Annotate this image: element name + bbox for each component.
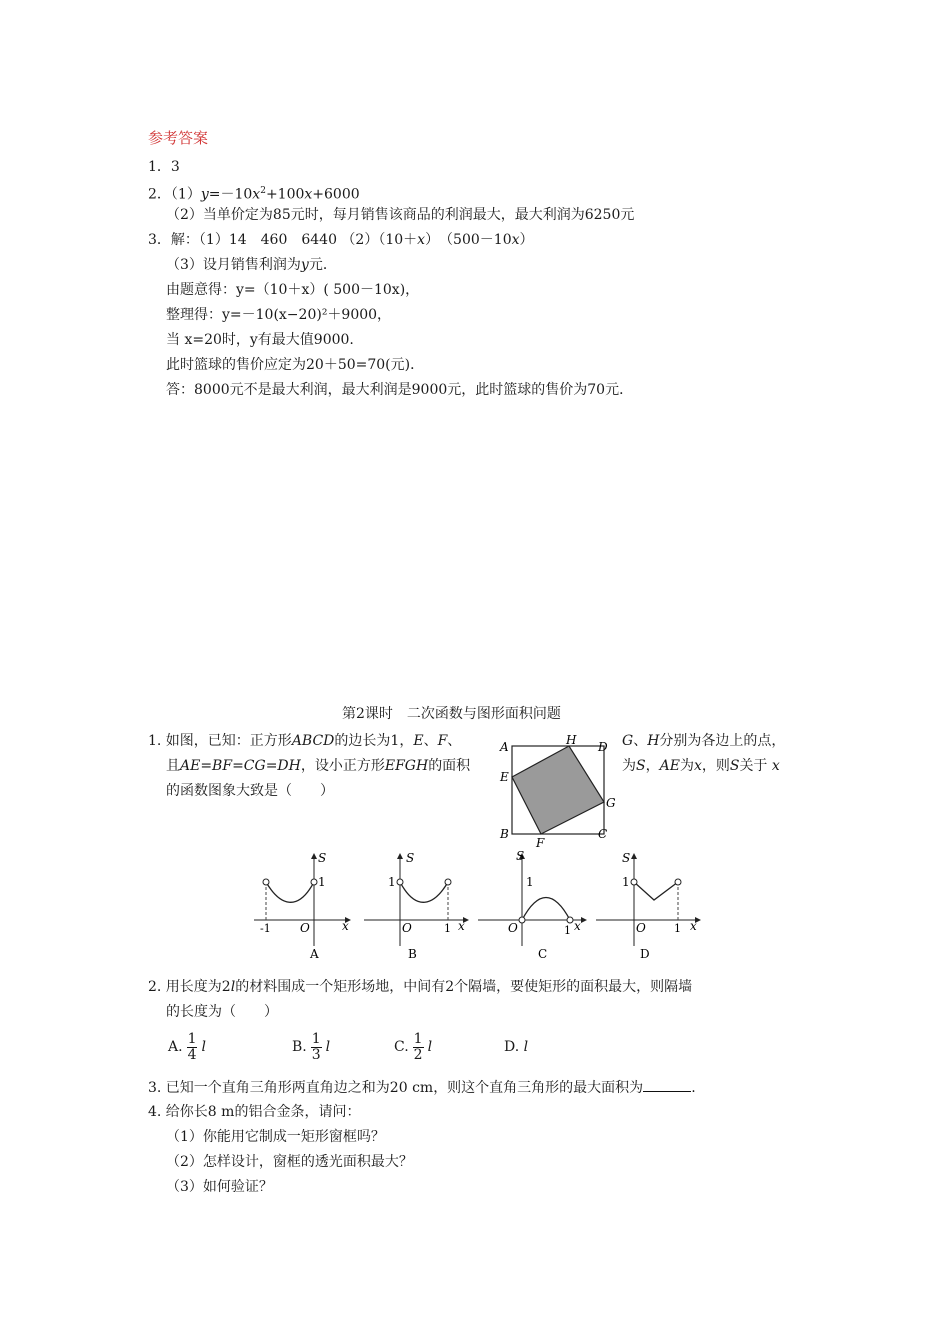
graph-d-label: D (640, 947, 650, 961)
svg-text:1: 1 (444, 922, 451, 935)
svg-text:1: 1 (674, 922, 681, 935)
label-d: D (598, 740, 608, 754)
answer-3-3: 由题意得：y=（10＋x）( 500－10x)， (166, 282, 420, 298)
q1-line-2-right: 为S，AE为x，则S关于 x (622, 758, 780, 774)
label-h: H (566, 733, 577, 747)
label-b: B (500, 827, 509, 841)
svg-text:x: x (458, 919, 465, 933)
label-c: C (598, 827, 608, 841)
svg-text:O: O (300, 921, 310, 935)
q1-line-2: 且AE=BF=CG=DH，设小正方形EFGH的面积 (166, 758, 471, 774)
q1-line-1-right: G、H分别为各边上的点， (622, 733, 786, 749)
answer-3-4: 整理得：y=－10(x−20)²＋9000， (166, 307, 392, 323)
label-f: F (536, 836, 545, 850)
answer-2-1: 2．$(1)y=-10x^2+100x+6000$ (148, 186, 360, 203)
graph-a-label: A (310, 947, 319, 961)
square-figure (496, 732, 622, 850)
answer-2-2: （2）当单价定为85元时，每月销售该商品的利润最大，最大利润为6250元 (166, 207, 635, 223)
graph-a (254, 851, 350, 961)
q3-answer-blank[interactable] (643, 1077, 691, 1092)
graph-b-curve (400, 882, 448, 902)
q4-sub-3: （3）如何验证？ (166, 1179, 273, 1195)
option-d: D. l (504, 1039, 529, 1055)
svg-text:1: 1 (564, 924, 571, 937)
svg-text:-1: -1 (260, 922, 271, 935)
graph-c-label: C (538, 947, 548, 961)
lesson-title: 第2课时 二次函数与图形面积问题 (342, 706, 561, 722)
q2-line-1: 2. 用长度为2l的材料围成一个矩形场地，中间有2个隔墙，要使矩形的面积最大，则隔墙 (148, 979, 693, 995)
svg-text:x: x (690, 919, 697, 933)
q3-line: 3. 已知一个直角三角形两直角边之和为20 cm，则这个直角三角形的最大面积为 . (148, 1077, 696, 1098)
label-g: G (606, 796, 616, 810)
svg-text:1: 1 (526, 875, 534, 889)
graph-options (250, 846, 702, 964)
answer-3-7: 答：8000元不是最大利润，最大利润是9000元，此时篮球的售价为70元． (166, 382, 634, 398)
option-c: C. $\frac{1}{2}$ l (394, 1030, 433, 1063)
label-a: A (500, 740, 509, 754)
graph-b (364, 851, 468, 961)
svg-text:x: x (574, 919, 581, 933)
answer-3-6: 此时篮球的售价应定为20＋50=70(元)． (166, 357, 425, 373)
svg-text:S: S (318, 851, 327, 865)
graph-c (478, 849, 586, 961)
graph-d-curve (634, 882, 678, 900)
q1-line-1: 1. 如图，已知：正方形ABCD的边长为1，E、F、 (148, 733, 462, 749)
graph-c-curve (522, 898, 570, 921)
answer-3-5: 当 x=20时，y有最大值9000. (166, 332, 354, 348)
graph-d (596, 851, 700, 961)
square-efgh (512, 746, 604, 834)
svg-text:S: S (516, 849, 525, 863)
answer-3-2: （3）设月销售利润为y元． (166, 257, 337, 273)
option-b: B. $\frac{1}{3}$ l (292, 1030, 331, 1063)
graph-a-curve (266, 882, 314, 902)
option-a: A. $\frac{1}{4}$ l (168, 1030, 206, 1063)
q4-sub-2: （2）怎样设计，窗框的透光面积最大？ (166, 1154, 413, 1170)
svg-text:S: S (622, 851, 631, 865)
answer-3-1: 3．解：（1）14 460 6440 （2）（10＋x） （500－10x） (148, 232, 534, 248)
label-e: E (500, 770, 509, 784)
svg-text:x: x (342, 919, 349, 933)
svg-text:1: 1 (318, 875, 326, 889)
svg-text:O: O (402, 921, 412, 935)
q1-line-3: 的函数图象大致是（ ） (166, 783, 334, 799)
svg-text:O: O (636, 921, 646, 935)
q4-sub-1: （1）你能用它制成一矩形窗框吗？ (166, 1129, 385, 1145)
svg-text:1: 1 (622, 875, 630, 889)
answer-1: 1．3 (148, 159, 180, 175)
graph-b-label: B (408, 947, 417, 961)
svg-text:1: 1 (388, 875, 396, 889)
svg-text:O: O (508, 921, 518, 935)
q4-line: 4. 给你长8 m的铝合金条，请问： (148, 1104, 361, 1120)
svg-text:S: S (406, 851, 415, 865)
answers-title: 参考答案 (148, 129, 209, 147)
q2-line-2: 的长度为（ ） (166, 1004, 278, 1020)
